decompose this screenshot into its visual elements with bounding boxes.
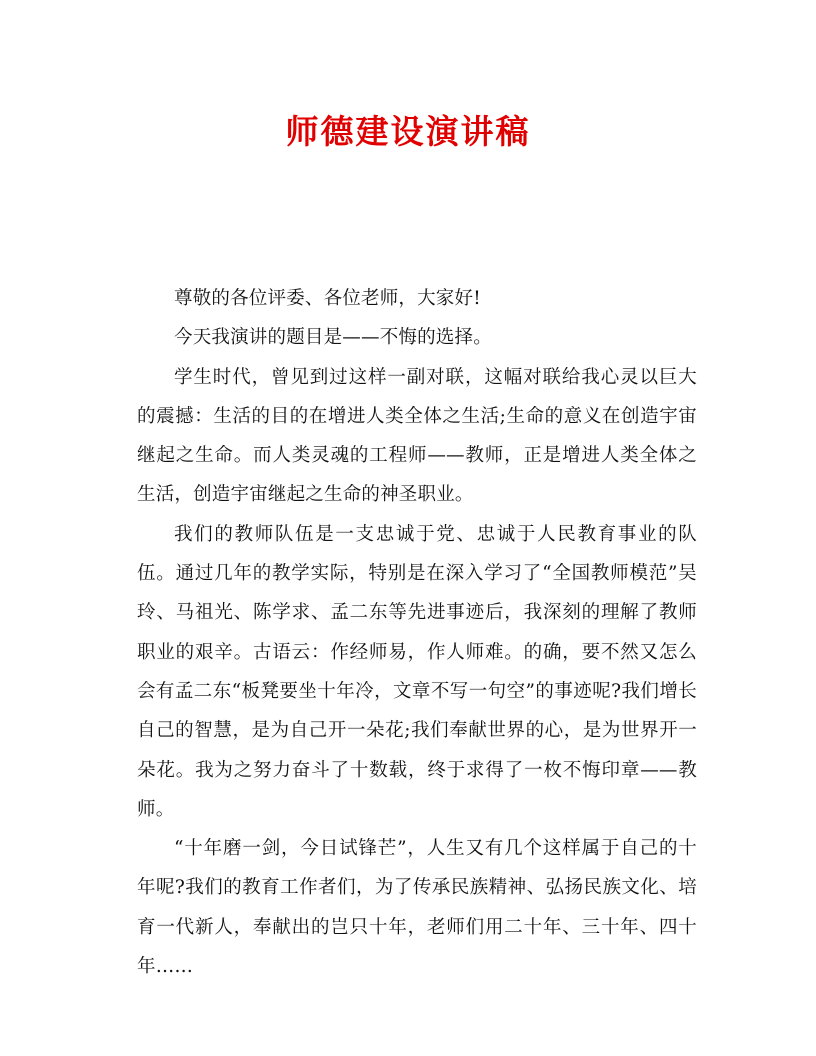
paragraph-teachers: 我们的教师队伍是一支忠诚于党、忠诚于人民教育事业的队伍。通过几年的教学实际，特别是在深入学习了“全国教师模范”吴玲、马祖光、陈学求、孟二东等先进事迹后，我深刻的理解了教师职业的艰辛。古语云：作经师易，作人师难。的确，要不然又怎么会有孟二东“板凳要坐十年冷，文章不写一句空”的事迹呢?我们增长自己的智慧，是为自己开一朵花;我们奉献世界的心，是为世界开一朵花。我为之努力奋斗了十数载，终于求得了一枚不悔印章——教师。 bbox=[137, 523, 697, 820]
page-title: 师德建设演讲稿 bbox=[285, 112, 531, 151]
paragraph-greeting: 尊敬的各位评委、各位老师，大家好! bbox=[174, 288, 481, 309]
paragraph-ten-years: “十年磨一剑，今日试锋芒”，人生又有几个这样属于自己的十年呢?我们的教育工作者们，为了传承民族精神、弘扬民族文化、培育一代新人，奉献出的岂只十年，老师们用二十年、三十年、四十年…… bbox=[137, 838, 697, 978]
paragraph-topic: 今天我演讲的题目是——不悔的选择。 bbox=[174, 327, 492, 349]
document-body bbox=[137, 279, 697, 986]
paragraph-couplet: 学生时代，曾见到过这样一副对联，这幅对联给我心灵以巨大的震撼：生活的目的在增进人类全体之生活;生命的意义在创造宇宙继起之生命。而人类灵魂的工程师——教师，正是增进人类全体之生活，创造宇宙继起之生命的神圣职业。 bbox=[137, 366, 697, 506]
